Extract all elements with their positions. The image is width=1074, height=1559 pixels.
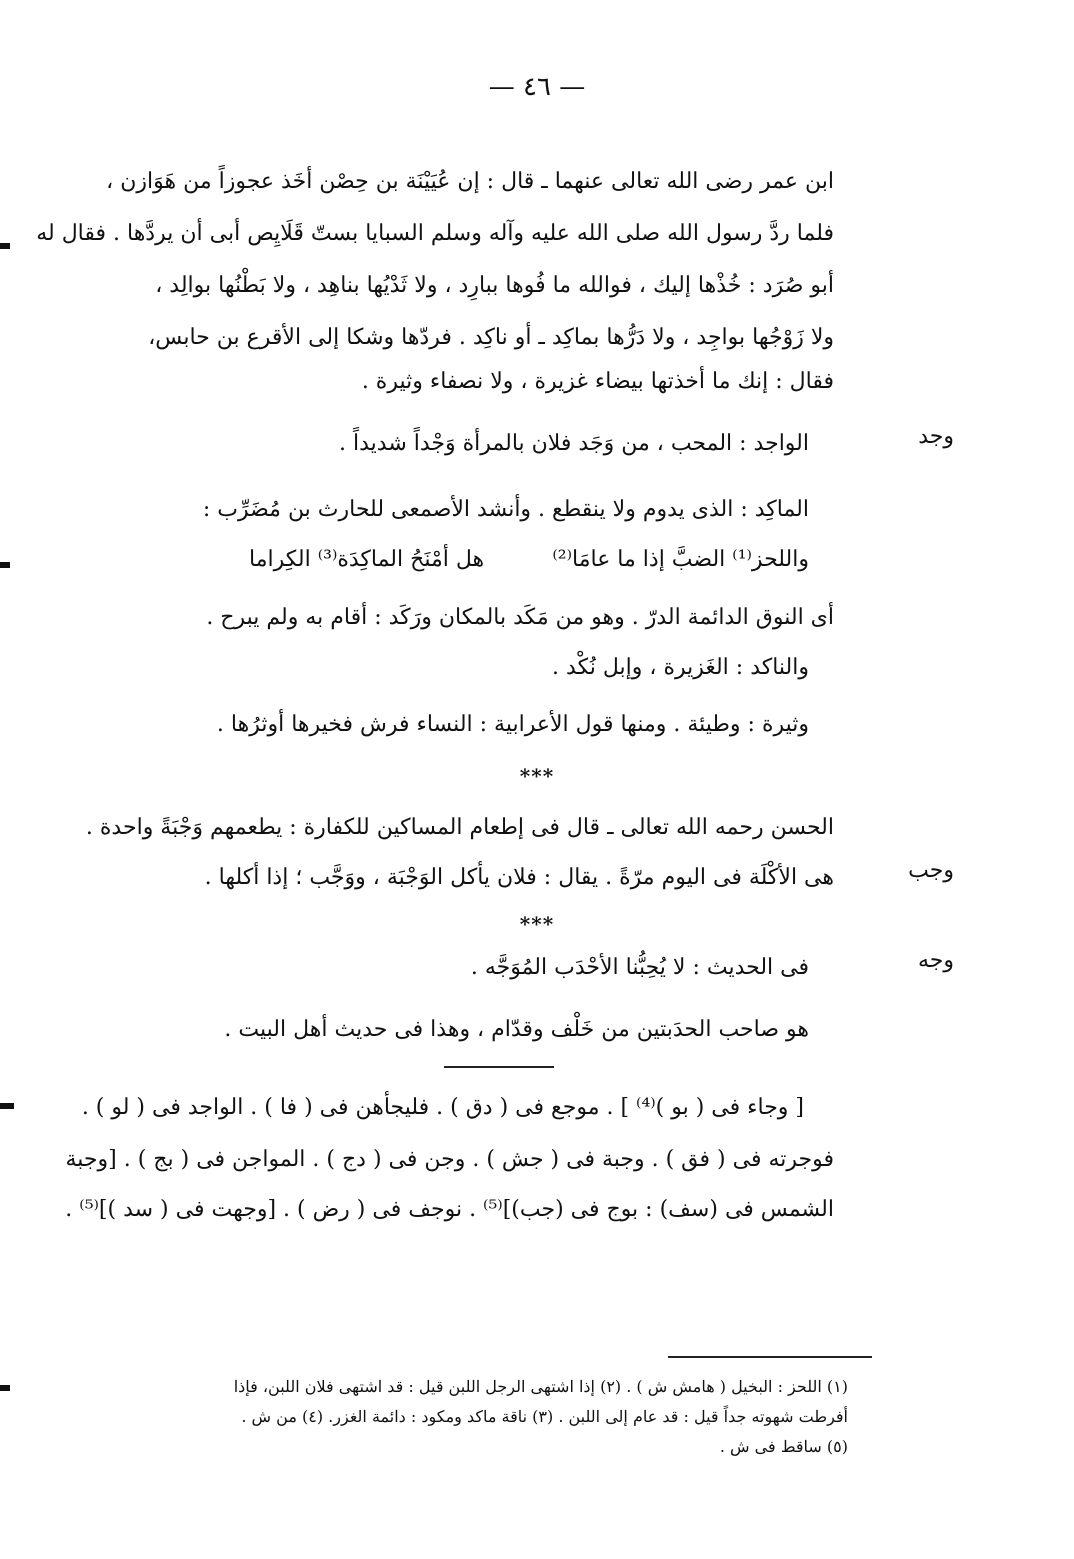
text-line: فقال : إنك ما أخذتها بيضاء غزيرة ، ولا نصفاء وثيرة .	[361, 369, 834, 394]
root-margin-word: وجد	[918, 424, 954, 449]
poem-hemistich: واللحز⁽¹⁾ الضبَّ إذا ما عامَا⁽²⁾	[552, 547, 809, 572]
scan-edge-mark	[0, 1103, 14, 1109]
root-margin-word: وجب	[908, 858, 954, 883]
footnote-line: أفرطت شهوته جداً قيل : قد عام إلى اللبن . (٣) ناقة ماكد ومكود : دائمة الغزر. (٤) من ش .	[241, 1407, 848, 1426]
footnote-rule	[668, 1356, 872, 1358]
poem-hemistich: هل أمْنَحُ الماكِدَة⁽³⁾ الكِراما	[249, 547, 485, 572]
text-line: أبو صُرَد : خُذْها إليك ، فوالله ما فُوها ببارِد ، ولا ثَدْيُها بناهِد ، ولا بَطْنُها بوالِد ،	[155, 273, 834, 298]
root-margin-word: وجه	[917, 948, 954, 973]
section-separator: ***	[519, 912, 555, 936]
text-line: فوجرته فى ( فق ) . وجبة فى ( جش ) . وجن فى ( دج ) . المواجن فى ( بج ) . [وجبة	[65, 1147, 834, 1172]
text-line: هى الأكْلَة فى اليوم مرّةً . يقال : فلان يأكل الوَجْبَة ، ووَجَّب ؛ إذا أكلها .	[204, 865, 834, 890]
poem-verse	[249, 540, 809, 580]
text-line: أى النوق الدائمة الدرّ . وهو من مَكَد بالمكان ورَكَد : أقام به ولم يبرح .	[206, 605, 834, 630]
text-line: الحسن رحمه الله تعالى ـ قال فى إطعام المساكين للكفارة : يطعمهم وَجْبَةً واحدة .	[85, 815, 834, 840]
text-line: الواجد : المحب ، من وَجَد فلان بالمرأة وَجْداً شديداً .	[339, 431, 809, 456]
footnote-line: (١) اللحز : البخيل ( هامش ش ) . (٢) إذا اشتهى الرجل اللبن قيل : قد اشتهى فلان اللبن، فإذا	[233, 1377, 848, 1396]
text-line: الماكِد : الذى يدوم ولا ينقطع . وأنشد الأصمعى للحارث بن مُضَرِّب :	[202, 497, 809, 522]
text-line: والناكد : الغَزيرة ، وإبل نُكْد .	[552, 655, 809, 680]
section-rule	[444, 1066, 554, 1068]
text-line: هو صاحب الحدَبتين من خَلْف وقدّام ، وهذا فى حديث أهل البيت .	[224, 1017, 809, 1042]
text-line: وثيرة : وطيئة . ومنها قول الأعرابية : النساء فرش فخيرها أوثرُها .	[216, 712, 809, 737]
text-line: الشمس فى (سف) : بوج فى (جب)]⁽⁵⁾ . نوجف فى ( رض ) . [وجهت فى ( سد )]⁽⁵⁾ .	[65, 1197, 834, 1222]
text-line: [ وجاء فى ( بو )⁽⁴⁾ ] . موجع فى ( دق ) . فليجأهن فى ( فا ) . الواجد فى ( لو ) .	[81, 1095, 804, 1120]
page-number: — ٤٦ —	[488, 72, 586, 102]
scan-edge-mark	[0, 1385, 10, 1391]
footnote-line: (٥) ساقط فى ش .	[719, 1437, 848, 1456]
text-line: فلما ردَّ رسول الله صلى الله عليه وآله وسلم السبايا بستّ قَلَايِص أبى أن يردَّها . فقال له	[36, 221, 834, 246]
scan-edge-mark	[0, 243, 10, 249]
section-separator: ***	[519, 764, 555, 788]
scan-edge-mark	[0, 562, 10, 568]
text-line: ولا زَوْجُها بواجِد ، ولا دَرُّها بماكِد ـ أو ناكِد . فردّها وشكا إلى الأقرع بن حابس،	[148, 325, 834, 350]
text-line: ابن عمر رضى الله تعالى عنهما ـ قال : إن عُيَيْنَة بن حِصْن أخَذ عجوزاً من هَوَازن ،	[106, 169, 834, 194]
text-line: فى الحديث : لا يُحِبُّنا الأحْدَب المُوَجَّه .	[470, 955, 809, 980]
